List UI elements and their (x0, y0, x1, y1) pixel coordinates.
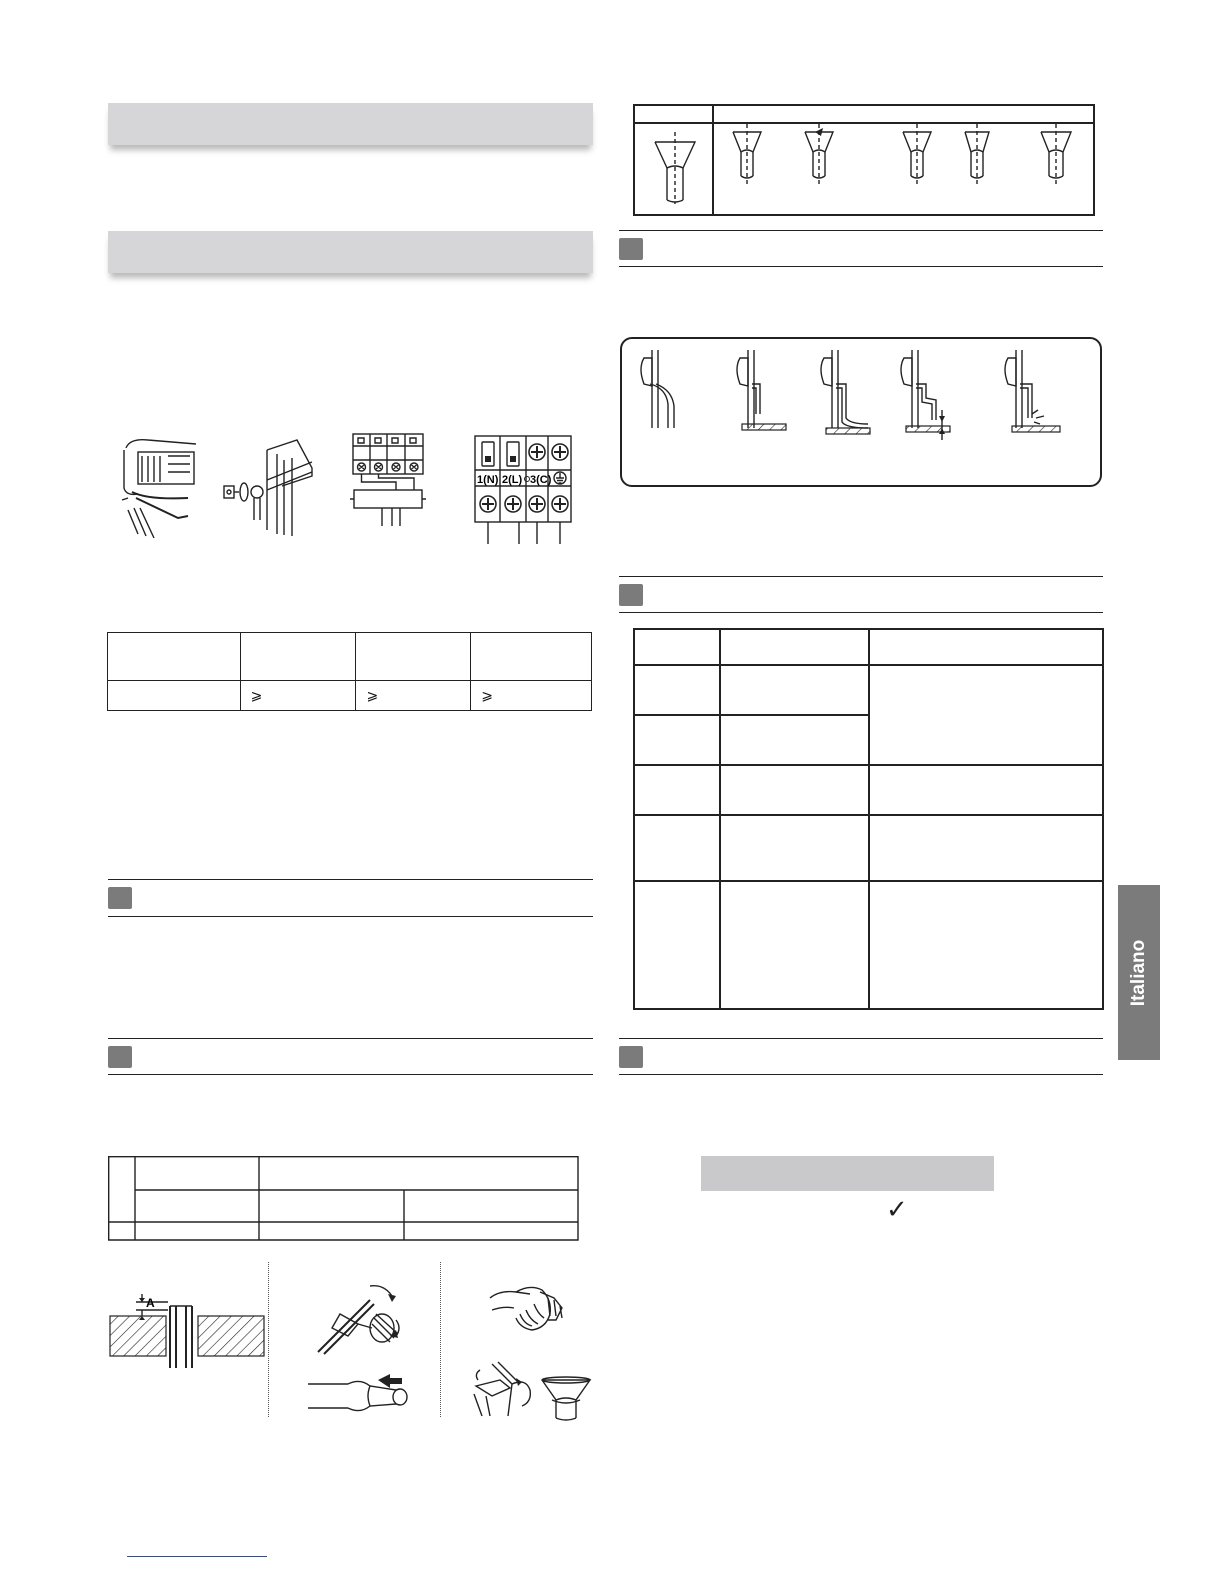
flare-inspection-table (633, 104, 1095, 216)
section-rule (619, 266, 1103, 267)
section-rule (619, 576, 1103, 577)
flare-depth-label: A (146, 1296, 155, 1310)
terminal-label-1n: 1(N) (477, 474, 499, 486)
ground-screw-illustration (222, 440, 317, 540)
check-mark-icon: ✓ (886, 1195, 908, 1225)
flare-depth-section-illustration (108, 1292, 268, 1372)
section-number-square (619, 1046, 643, 1068)
section-banner-top (108, 103, 593, 145)
section-rule (108, 879, 593, 880)
cable-table-header-cell (108, 633, 241, 681)
section-rule (108, 1074, 593, 1075)
language-side-tab[interactable] (1118, 885, 1160, 1060)
cable-table-geq-cell: ⩾ (471, 681, 592, 711)
footer-link-underline[interactable] (127, 1556, 267, 1557)
cable-section-table (107, 632, 592, 711)
cable-table-header-cell (471, 633, 592, 681)
deburring-pipe-illustration (308, 1372, 423, 1418)
section-number-square (619, 584, 643, 606)
cable-table-row-label (108, 681, 241, 711)
cable-table-header-cell (356, 633, 471, 681)
pipe-cutter-illustration (310, 1284, 420, 1354)
check-list-table (633, 628, 1105, 1012)
flared-pipe-end-illustration (540, 1376, 592, 1420)
section-rule (108, 916, 593, 917)
flaring-tool-illustration (472, 1360, 542, 1418)
cable-table-geq-cell: ⩾ (356, 681, 471, 711)
language-tab-label: Italiano (1128, 939, 1149, 1006)
outdoor-terminal-block-illustration (474, 436, 574, 546)
section-number-square (108, 887, 132, 909)
dotted-divider (268, 1262, 269, 1417)
cable-table-geq-cell: ⩾ (240, 681, 356, 711)
terminal-label-3c: 3(C) (530, 474, 552, 486)
cable-table-header-cell (240, 633, 356, 681)
flare-dimension-table (108, 1156, 580, 1242)
section-rule (619, 230, 1103, 231)
terminal-connection-schematic (352, 434, 426, 526)
section-rule (619, 1038, 1103, 1039)
gray-heading-bar (701, 1156, 994, 1191)
drain-hose-illustrations (636, 348, 1076, 444)
dotted-divider (440, 1262, 441, 1417)
terminal-label-2l: 2(L) (502, 474, 523, 486)
section-rule (619, 1074, 1103, 1075)
terminal-dot-icon (525, 477, 530, 482)
section-number-square (108, 1046, 132, 1068)
section-rule (108, 1038, 593, 1039)
section-banner-second (108, 231, 593, 273)
hand-tightening-nut-illustration (490, 1284, 580, 1336)
indoor-unit-wiring-illustration (118, 438, 198, 543)
ground-symbol-icon (554, 472, 566, 484)
section-rule (619, 612, 1103, 613)
section-number-square (619, 238, 643, 260)
